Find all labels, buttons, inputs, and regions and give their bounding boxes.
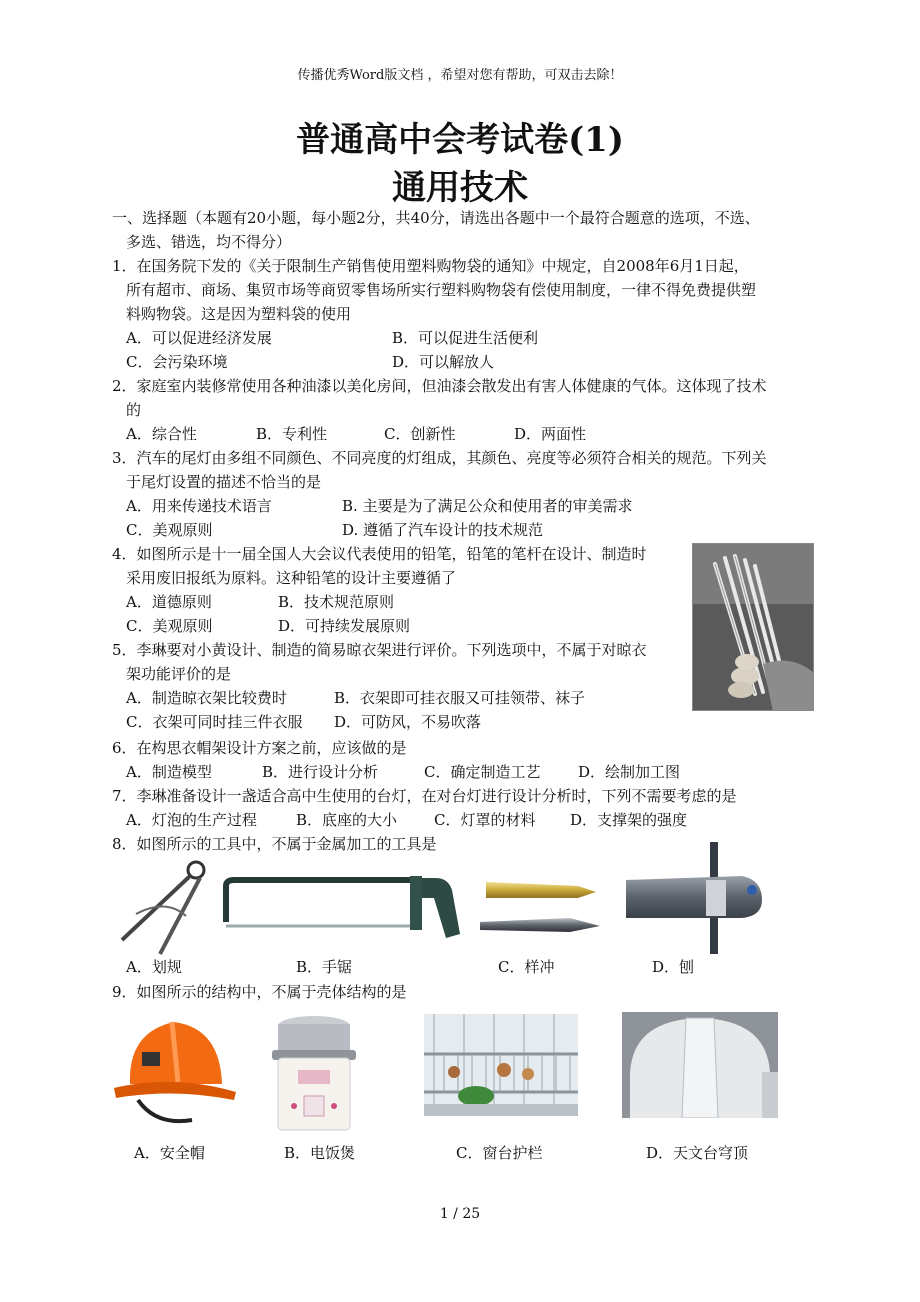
center-punch-image: [478, 872, 602, 936]
q3-option-a: A．用来传递技术语言: [126, 497, 272, 515]
q4-line1: 4．如图所示是十一届全国人大会议代表使用的铅笔，铅笔的笔杆在设计、制造时: [112, 545, 647, 563]
q9-option-c: C．窗台护栏: [456, 1144, 543, 1162]
q9-option-d: D．天文台穹顶: [646, 1144, 749, 1162]
q2-option-b: B．专利性: [256, 425, 328, 443]
q5-line1: 5．李琳要对小黄设计、制造的简易晾衣架进行评价。下列选项中，不属于对晾衣: [112, 641, 647, 659]
q6-line1: 6．在构思衣帽架设计方案之前，应该做的是: [112, 739, 407, 757]
q6-option-a: A．制造模型: [126, 763, 212, 781]
q5-option-d: D．可防风，不易吹落: [334, 713, 482, 731]
q9-option-a: A．安全帽: [134, 1144, 205, 1162]
q2-line1: 2．家庭室内装修常使用各种油漆以美化房间，但油漆会散发出有害人体健康的气体。这体现了技术: [112, 377, 767, 395]
q1-line1: 1．在国务院下发的《关于限制生产销售使用塑料购物袋的通知》中规定，自2008年6月1日起，: [112, 257, 749, 275]
q4-option-c: C．美观原则: [126, 617, 213, 635]
q7-option-b: B．底座的大小: [296, 811, 398, 829]
q7-option-c: C．灯罩的材料: [434, 811, 536, 829]
q5-option-a: A．制造晾衣架比较费时: [126, 689, 287, 707]
q8-option-b: B．手锯: [296, 958, 353, 976]
q1-option-a: A．可以促进经济发展: [126, 329, 272, 347]
rice-cooker-image: [264, 1010, 364, 1134]
q4-option-b: B．技术规范原则: [278, 593, 395, 611]
q3-line2: 于尾灯设置的描述不恰当的是: [126, 473, 322, 491]
q8-option-d: D．刨: [652, 958, 695, 976]
q1-option-c: C．会污染环境: [126, 353, 228, 371]
q3-option-d: D. 遵循了汽车设计的技术规范: [342, 521, 544, 539]
q7-option-d: D．支撑架的强度: [570, 811, 688, 829]
q4-option-d: D．可持续发展原则: [278, 617, 411, 635]
hand-plane-image: [622, 842, 772, 954]
q1-option-d: D．可以解放人: [392, 353, 495, 371]
q8-option-c: C．样冲: [498, 958, 555, 976]
q6-option-b: B．进行设计分析: [262, 763, 379, 781]
page-number: 1 / 25: [439, 1206, 481, 1222]
q5-line2: 架功能评价的是: [126, 665, 232, 683]
q1-line2: 所有超市、商场、集贸市场等商贸零售场所实行塑料购物袋有偿使用制度，一律不得免费提供塑: [126, 281, 757, 299]
exam-title: 普通高中会考试卷(1): [296, 120, 624, 160]
observatory-dome-image: [622, 1012, 778, 1118]
q3-option-b: B. 主要是为了满足公众和使用者的审美需求: [342, 497, 633, 515]
q3-option-c: C．美观原则: [126, 521, 213, 539]
q2-option-d: D．两面性: [514, 425, 587, 443]
q8-option-a: A．划规: [126, 958, 182, 976]
q2-line2: 的: [126, 401, 142, 419]
q9-option-b: B．电饭煲: [284, 1144, 356, 1162]
q1-line3: 料购物袋。这是因为塑料袋的使用: [126, 305, 352, 323]
q2-option-a: A．综合性: [126, 425, 197, 443]
q1-option-b: B．可以促进生活便利: [392, 329, 539, 347]
q5-option-b: B．衣架即可挂衣服又可挂领带、袜子: [334, 689, 586, 707]
q8-line1: 8．如图所示的工具中，不属于金属加工的工具是: [112, 835, 437, 853]
q6-option-c: C．确定制造工艺: [424, 763, 541, 781]
exam-subject: 通用技术: [392, 168, 528, 208]
section-instructions-line2: 多选、错选，均不得分）: [126, 233, 292, 251]
divider-compass-image: [116, 858, 226, 958]
q7-option-a: A．灯泡的生产过程: [126, 811, 257, 829]
section-instructions-line1: 一、选择题（本题有20小题，每小题2分，共40分，请选出各题中一个最符合题意的选项，不选、: [112, 209, 760, 227]
header-note: 传播优秀Word版文档 ，希望对您有帮助，可双击去除！: [297, 68, 623, 83]
q7-line1: 7．李琳准备设计一盏适合高中生使用的台灯，在对台灯进行设计分析时，下列不需要考虑的是: [112, 787, 737, 805]
hacksaw-image: [222, 872, 462, 944]
q6-option-d: D．绘制加工图: [578, 763, 681, 781]
q5-option-c: C．衣架可同时挂三件衣服: [126, 713, 303, 731]
q4-option-a: A．道德原则: [126, 593, 212, 611]
q9-line1: 9．如图所示的结构中，不属于壳体结构的是: [112, 983, 407, 1001]
q2-option-c: C．创新性: [384, 425, 456, 443]
q3-line1: 3．汽车的尾灯由多组不同颜色、不同亮度的灯组成，其颜色、亮度等必须符合相关的规范。下列关: [112, 449, 767, 467]
pencil-photo: [692, 543, 814, 711]
q4-line2: 采用废旧报纸为原料。这种铅笔的设计主要遵循了: [126, 569, 457, 587]
safety-helmet-image: [108, 1008, 240, 1136]
window-railing-image: [424, 1014, 578, 1116]
